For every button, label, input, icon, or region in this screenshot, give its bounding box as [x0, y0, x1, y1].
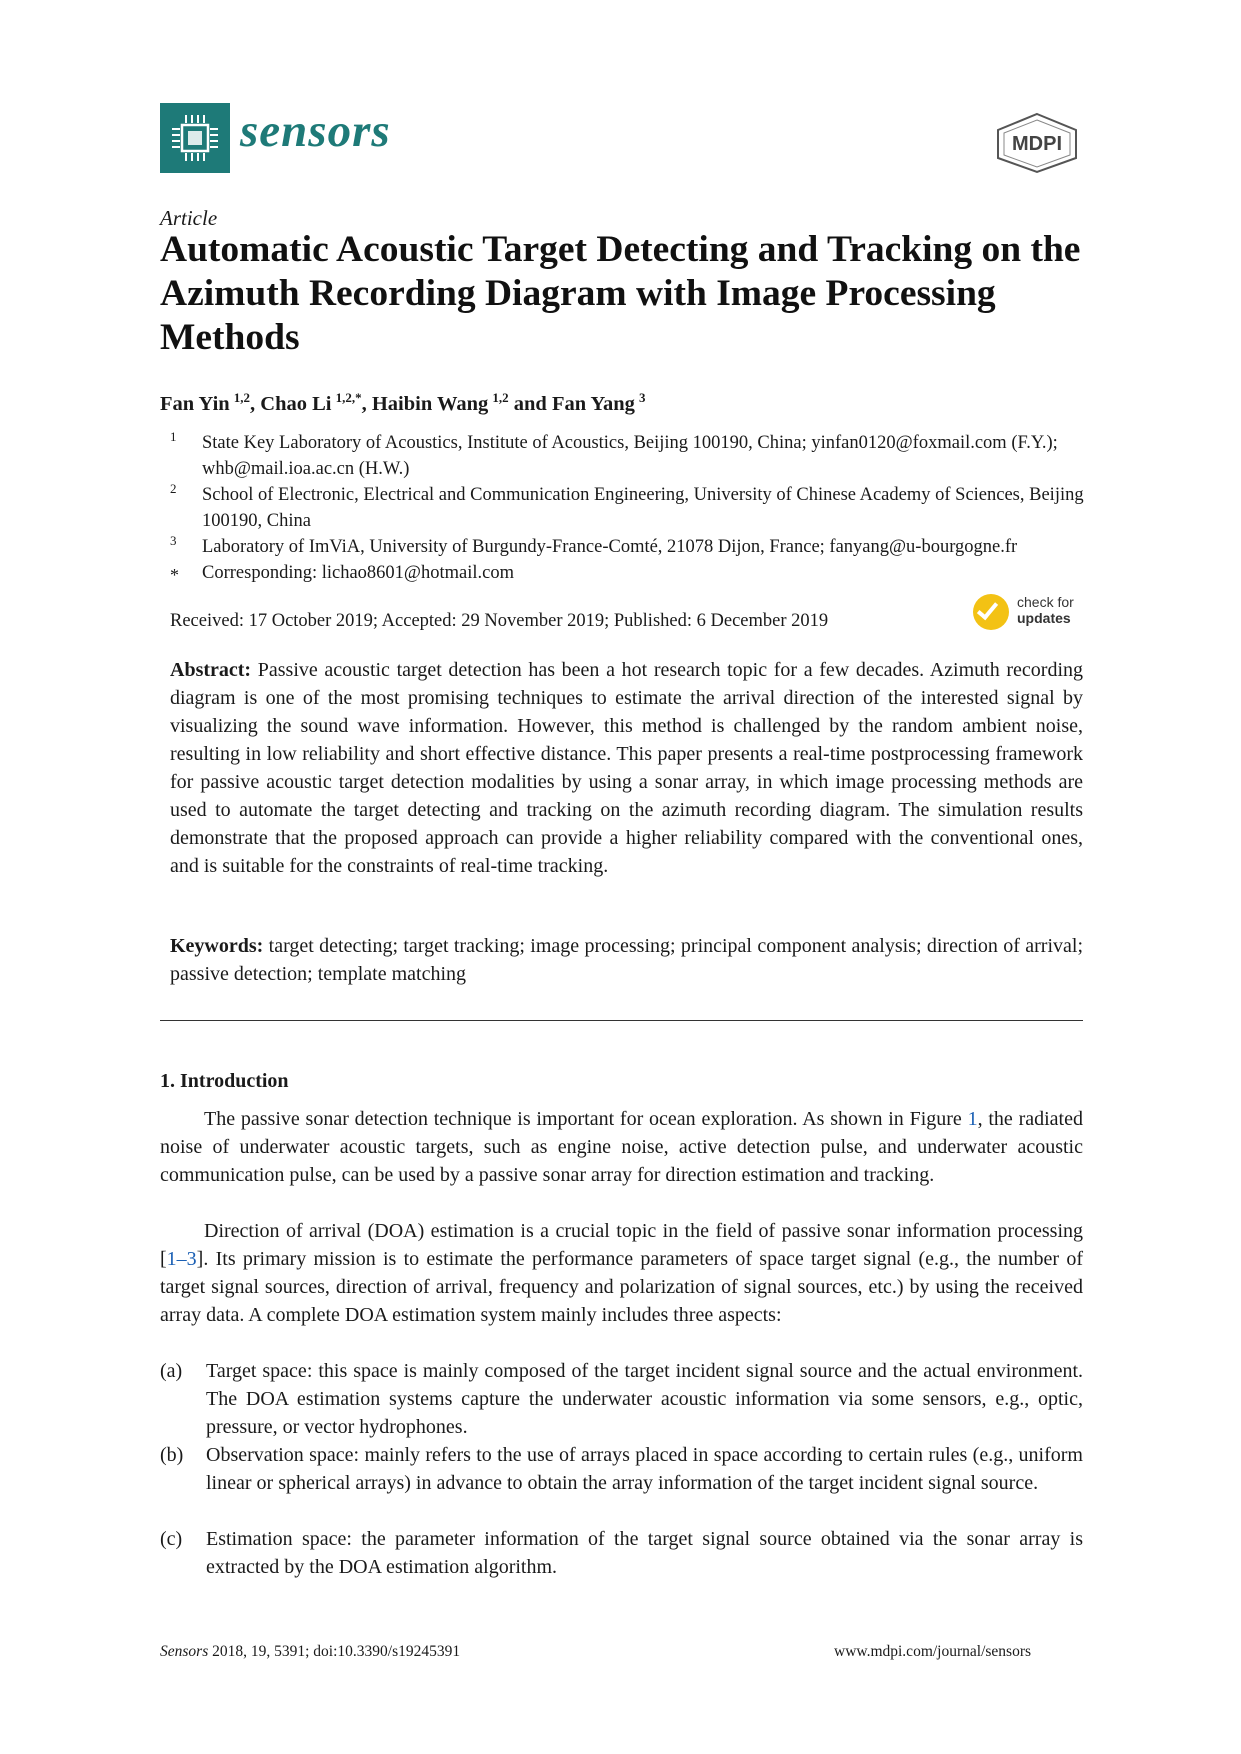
affiliation-text: State Key Laboratory of Acoustics, Institute of Acoustics, Beijing 100190, China; yinfan0120@foxmail.com (F.Y.); whb@mail.ioa.ac.cn (H.W.) [202, 433, 1058, 479]
figure-link[interactable]: 1 [967, 1108, 978, 1130]
section-heading: 1. Introduction [160, 1070, 289, 1092]
list-item [160, 1441, 1083, 1497]
author-name: Chao Li [260, 393, 332, 415]
chip-icon [160, 103, 230, 173]
list-item-text: Estimation space: the parameter information of the target signal source obtained via the sonar array is extracted by the DOA estimation algorithm. [206, 1528, 1083, 1578]
footer-url[interactable]: www.mdpi.com/journal/sensors [834, 1643, 1032, 1660]
article-title: Automatic Acoustic Target Detecting and Tracking on the Azimuth Recording Diagram with Image Processing Methods [160, 229, 1081, 358]
affiliation-item [170, 560, 1090, 586]
paragraph-text: Direction of arrival (DOA) estimation is a crucial topic in the field of passive sonar information processing [ [160, 1220, 1083, 1270]
footer-citation [160, 1643, 460, 1661]
reference-link[interactable]: 1–3 [166, 1248, 197, 1270]
author-separator: , [361, 393, 372, 415]
author-name: Fan Yang [551, 393, 635, 415]
affiliation-number: 3 [170, 533, 177, 548]
publication-dates: Received: 17 October 2019; Accepted: 29 November 2019; Published: 6 December 2019 [170, 611, 829, 631]
affiliation-text: Corresponding: lichao8601@hotmail.com [202, 563, 514, 583]
list-item-label: (a) [160, 1360, 183, 1382]
author-affiliation-marker: 1,2,* [335, 390, 362, 405]
author-name: Fan Yin [160, 393, 230, 415]
abstract-label: Abstract: [170, 659, 252, 681]
publisher-name: MDPI [1012, 133, 1062, 155]
list-item-label: (c) [160, 1528, 183, 1550]
affiliation-number: * [170, 565, 179, 585]
list-item [160, 1357, 1083, 1441]
author-affiliation-marker: 1,2 [492, 390, 509, 405]
author-separator: , [250, 393, 261, 415]
intro-paragraph-2 [160, 1217, 1083, 1329]
section-divider [160, 1020, 1083, 1021]
affiliation-item [170, 482, 1090, 534]
list-item-label: (b) [160, 1444, 184, 1466]
article-type: Article [160, 206, 218, 230]
footer-journal: Sensors [160, 1643, 209, 1660]
list-item [160, 1525, 1083, 1581]
keywords-label: Keywords: [170, 935, 264, 957]
paragraph-text: The passive sonar detection technique is important for ocean exploration. As shown in Figure [204, 1108, 968, 1130]
checkmark-icon [973, 594, 1009, 630]
check-updates-label-2: updates [1017, 610, 1071, 626]
affiliation-number: 1 [170, 429, 177, 444]
affiliation-item [170, 430, 1090, 482]
check-updates-button[interactable] [973, 590, 1085, 634]
journal-name: sensors [240, 105, 391, 157]
author-name: Haibin Wang [371, 393, 489, 415]
keywords [170, 932, 1083, 988]
affiliation-text: Laboratory of ImViA, University of Burgundy-France-Comté, 21078 Dijon, France; fanyang@u-bourgogne.fr [202, 537, 1018, 557]
abstract-text: Passive acoustic target detection has been a hot research topic for a few decades. Azimuth recording diagram is one of the most promising techniques to estimate the arrival direction of the interested signal by visualizing the sound wave information. However, this method is challenged by the random ambient noise, resulting in low reliability and short effective distance. This paper presents a real-time postprocessing framework for passive acoustic target detection modalities by using a sonar array, in which image processing methods are used to automate the target detecting and tracking on the azimuth recording diagram. The simulation results demonstrate that the proposed approach can provide a higher reliability compared with the conventional ones, and is suitable for the constraints of real-time tracking. [170, 659, 1083, 877]
check-updates-label-1: check for [1017, 594, 1074, 610]
author-affiliation-marker: 1,2 [233, 390, 251, 405]
publisher-logo [992, 112, 1082, 174]
paragraph-text: ]. Its primary mission is to estimate the performance parameters of space target signal (e.g., the number of target signal sources, direction of arrival, frequency and polarization of signal sources, etc.) by using the received array data. A complete DOA estimation system mainly includes three aspects: [160, 1248, 1083, 1326]
keywords-text: target detecting; target tracking; image processing; principal component analysis; direction of arrival; passive detection; template matching [170, 935, 1084, 985]
affiliation-text: School of Electronic, Electrical and Communication Engineering, University of Chinese Academy of Sciences, Beijing 100190, China [202, 485, 1084, 531]
author-affiliation-marker: 3 [639, 390, 646, 405]
author-list [160, 390, 646, 416]
footer-citation-rest: 2018, 19, 5391; doi:10.3390/s19245391 [208, 1643, 461, 1660]
affiliation-item [170, 534, 1090, 560]
list-item-text: Target space: this space is mainly composed of the target incident signal source and the actual environment. The DOA estimation systems capture the underwater acoustic information via some sensors, e.g., optic, pressure, or vector hydrophones. [206, 1360, 1083, 1438]
intro-paragraph-1 [160, 1105, 1083, 1189]
abstract [170, 656, 1083, 880]
paragraph-text: , the radiated noise of underwater acoustic targets, such as engine noise, active detection pulse, and underwater acoustic communication pulse, can be used by a passive sonar array for direction estimation and tracking. [160, 1108, 1083, 1186]
affiliation-number: 2 [170, 481, 177, 496]
list-item-text: Observation space: mainly refers to the use of arrays placed in space according to certain rules (e.g., uniform linear or spherical arrays) in advance to obtain the array information of the target incident signal source. [206, 1444, 1083, 1494]
author-separator: and [508, 393, 552, 415]
